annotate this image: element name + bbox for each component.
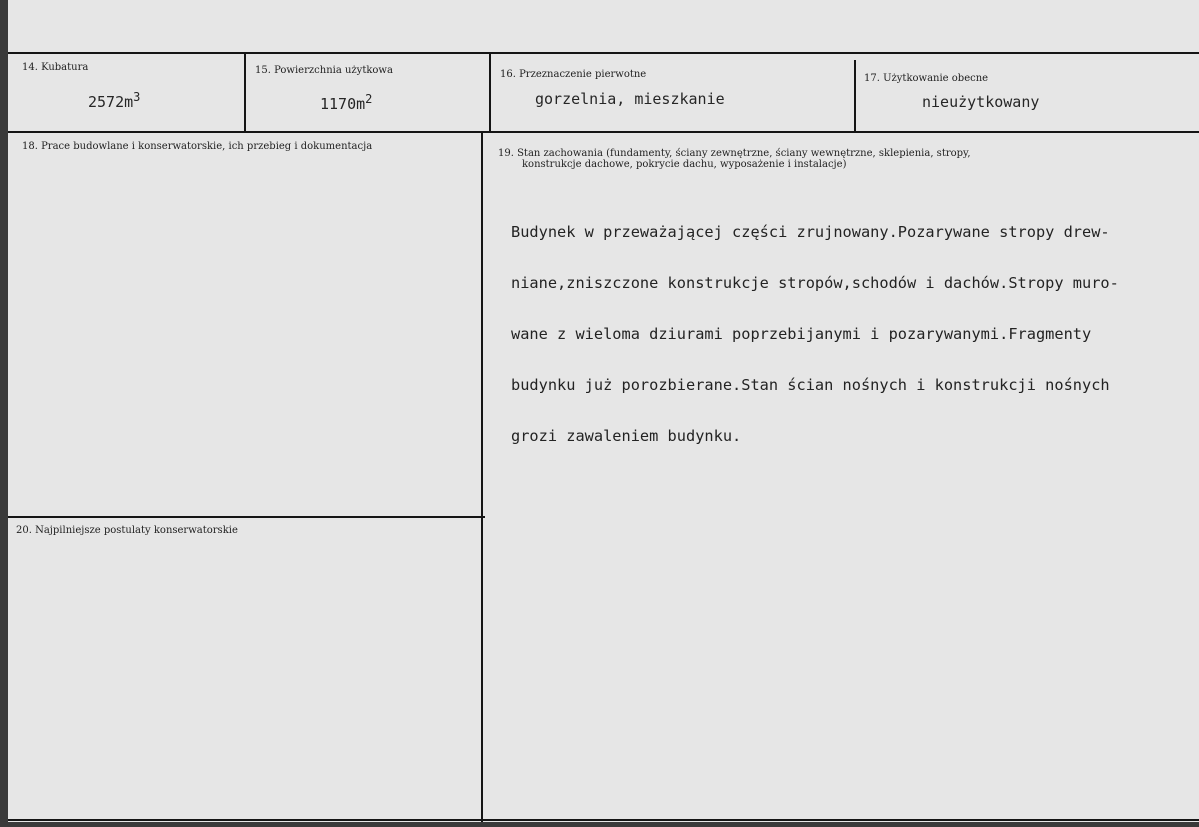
top-rule — [8, 52, 1199, 54]
form-sheet — [8, 0, 1199, 822]
field-15-label: 15. Powierzchnia użytkowa — [255, 65, 393, 76]
bottom-rule — [8, 819, 1199, 821]
field-14-label: 14. Kubatura — [22, 62, 89, 73]
field-19-label-line-1: 19. Stan zachowania (fundamenty, ściany zewnętrzne, ściany wewnętrzne, sklepienia, stropy, — [498, 148, 971, 159]
typed-line: Budynek w przeważającej części zrujnowany.Pozarywane stropy drew- — [511, 223, 1110, 241]
field-14-value — [88, 90, 140, 111]
field-15-exponent: 2 — [365, 92, 373, 106]
typed-line: niane,zniszczone konstrukcje stropów,schodów i dachów.Stropy muro- — [511, 274, 1119, 292]
typed-line: wane z wieloma dziurami poprzebijanymi i pozarywanymi.Fragmenty — [511, 325, 1092, 343]
field-19-typed-text — [511, 190, 1191, 479]
divider-14-15 — [244, 53, 246, 132]
field-16-label: 16. Przeznaczenie pierwotne — [500, 69, 647, 80]
middle-rule — [8, 131, 1199, 133]
section-18-20-rule — [8, 516, 485, 518]
divider-left-right — [481, 132, 483, 822]
field-19-label-line-2: konstrukcje dachowe, pokrycie dachu, wyposażenie i instalacje) — [522, 159, 847, 170]
field-17-value: nieużytkowany — [922, 93, 1040, 111]
typed-line: grozi zawaleniem budynku. — [511, 427, 742, 445]
divider-15-16 — [489, 53, 491, 132]
field-17-label: 17. Użytkowanie obecne — [864, 73, 989, 84]
field-18-label: 18. Prace budowlane i konserwatorskie, ich przebieg i dokumentacja — [22, 141, 373, 152]
field-15-number: 1170m — [320, 95, 366, 113]
field-15-value — [320, 92, 372, 113]
field-20-label: 20. Najpilniejsze postulaty konserwatorskie — [16, 525, 238, 536]
field-14-number: 2572m — [88, 93, 134, 111]
field-14-exponent: 3 — [133, 90, 141, 104]
field-16-value: gorzelnia, mieszkanie — [535, 90, 725, 108]
divider-16-17 — [854, 60, 856, 132]
typed-line: budynku już porozbierane.Stan ścian nośnych i konstrukcji nośnych — [511, 376, 1110, 394]
